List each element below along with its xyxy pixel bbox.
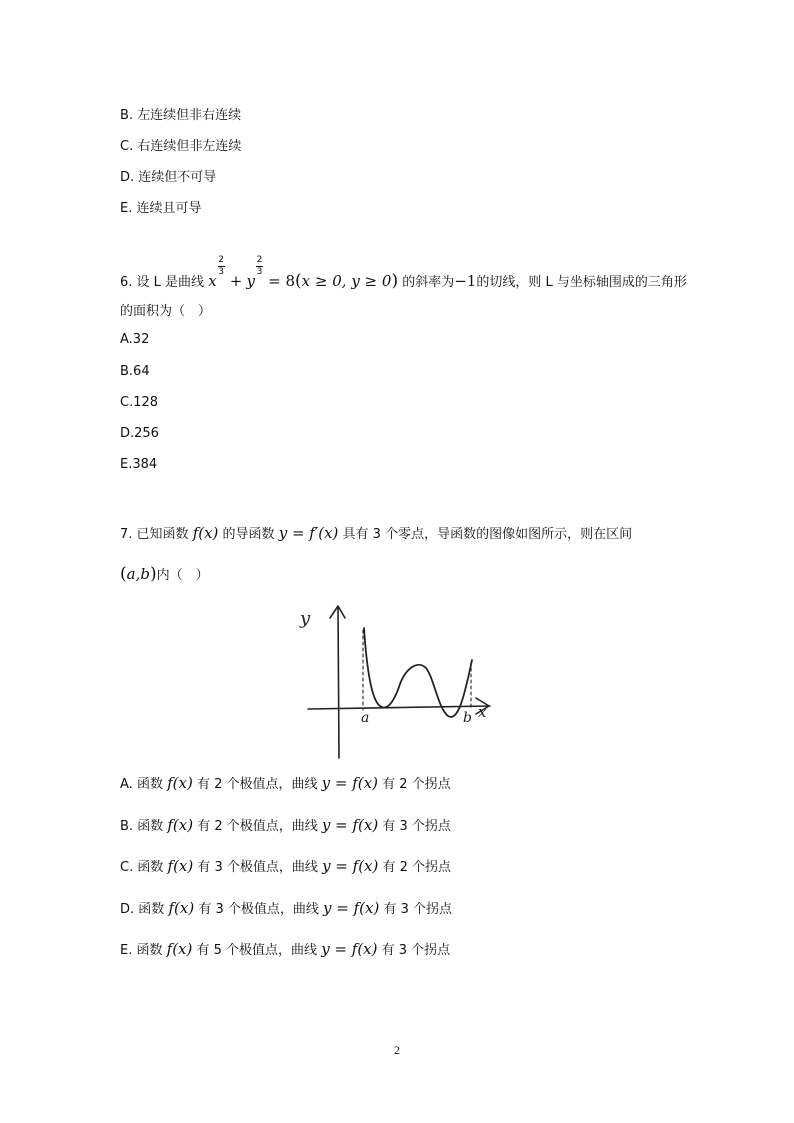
q6-equals: = 8 xyxy=(268,272,296,290)
q6-var-x: x xyxy=(208,272,217,290)
q7-option-a: A. 函数 f(x) 有 2 个极值点，曲线 y = f(x) 有 2 个拐点 xyxy=(120,774,451,792)
q6-prefix: 6. 设 L 是曲线 xyxy=(120,275,205,290)
derivative-graph-figure xyxy=(298,598,500,762)
q6-exponent-y: $\frac{2}{3}$ xyxy=(256,255,263,277)
q6-stem-line1: 6. 设 L 是曲线 x $\frac{2}{3}$ + y $\frac{2}{3}$ = 8(x ≥ 0, y ≥ 0) 的斜率为−1的切线，则 L 与坐标轴围成的三角形 xyxy=(120,255,687,291)
q7-suffix: 具有 3 个零点，导函数的图像如图所示，则在区间 xyxy=(342,527,633,542)
q6-plus: + xyxy=(229,272,243,290)
q7-stem-line1 xyxy=(120,523,632,542)
q6-var-y: y xyxy=(246,272,255,290)
q7-option-b: B. 函数 f(x) 有 2 个极值点，曲线 y = f(x) 有 3 个拐点 xyxy=(120,816,451,834)
q6-slope: −1 xyxy=(454,272,477,290)
q6-suffix: 的切线，则 L 与坐标轴围成的三角形 xyxy=(476,275,687,290)
q7-mid: 的导函数 xyxy=(222,527,275,542)
y-axis xyxy=(338,608,339,758)
q6-option-a: A.32 xyxy=(120,332,150,347)
q5-option-c: C. 右连续但非左连续 xyxy=(120,139,242,154)
y-axis-label: y xyxy=(300,608,311,629)
q7-option-c: C. 函数 f(x) 有 3 个极值点，曲线 y = f(x) 有 2 个拐点 xyxy=(120,857,452,875)
q7-derivative: y = f′(x) xyxy=(278,524,339,542)
q7-prefix: 7. 已知函数 xyxy=(120,527,189,542)
q7-option-e: E. 函数 f(x) 有 5 个极值点，曲线 y = f(x) 有 3 个拐点 xyxy=(120,940,451,958)
q5-option-b: B. 左连续但非右连续 xyxy=(120,108,242,123)
q7-option-d: D. 函数 f(x) 有 3 个极值点，曲线 y = f(x) 有 3 个拐点 xyxy=(120,899,452,917)
q7-line2-suffix: 内（ ） xyxy=(156,568,209,583)
derivative-graph-svg xyxy=(298,598,500,762)
q6-exponent-x: $\frac{2}{3}$ xyxy=(218,255,225,277)
point-b-label: b xyxy=(463,710,472,726)
q6-option-b: B.64 xyxy=(120,364,150,379)
q6-option-e: E.384 xyxy=(120,457,158,472)
q6-stem-line2: 的面积为（ ） xyxy=(120,304,212,319)
q5-option-e: E. 连续且可导 xyxy=(120,201,202,216)
q6-option-d: D.256 xyxy=(120,426,159,441)
q6-condition: x ≥ 0, y ≥ 0 xyxy=(301,272,392,290)
q7-fx: f(x) xyxy=(192,524,219,542)
x-axis xyxy=(308,706,490,709)
point-a-label: a xyxy=(361,710,370,726)
page-number: 2 xyxy=(394,1043,400,1057)
q7-interval: a,b xyxy=(126,565,150,583)
derivative-curve xyxy=(364,628,472,717)
q5-option-d: D. 连续但不可导 xyxy=(120,170,217,185)
q6-mid: 的斜率为 xyxy=(402,275,455,290)
x-axis-label: x xyxy=(478,703,487,721)
q6-option-c: C.128 xyxy=(120,395,159,410)
q7-stem-line2: (a,b)内（ ） xyxy=(120,564,209,584)
